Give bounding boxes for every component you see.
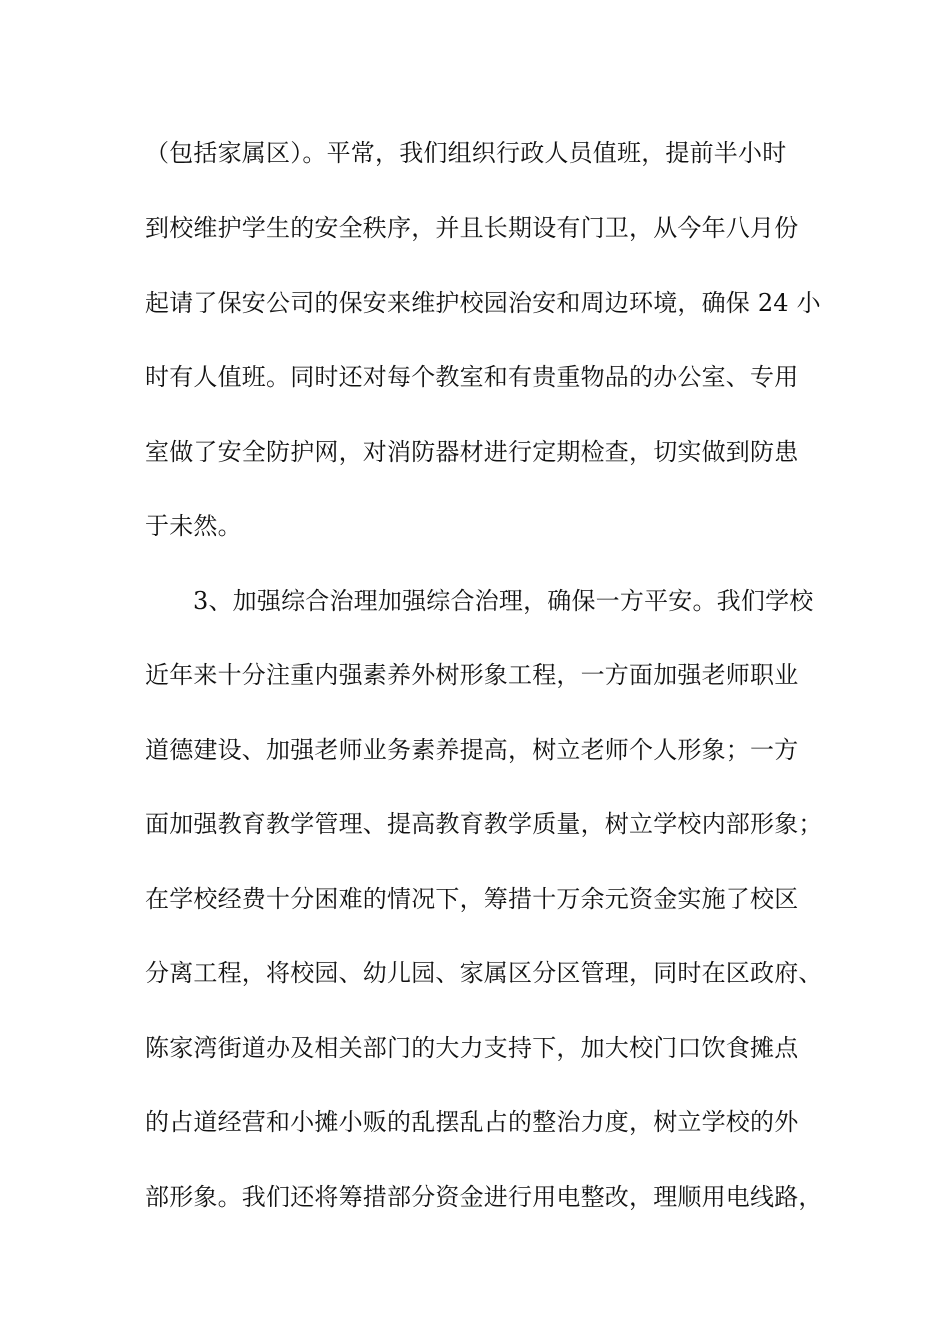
paragraph-line: 的占道经营和小摊小贩的乱摆乱占的整治力度，树立学校的外 [145,1108,799,1136]
paragraph-line: 陈家湾街道办及相关部门的大力支持下，加大校门口饮食摊点 [145,1034,799,1062]
paragraph-line: 于未然。 [145,512,242,540]
paragraph-line: 部形象。我们还将筹措部分资金进行用电整改，理顺用电线路， [145,1183,823,1211]
paragraph-line: 到校维护学生的安全秩序，并且长期设有门卫，从今年八月份 [145,214,799,242]
paragraph-line: 室做了安全防护网，对消防器材进行定期检查，切实做到防患 [145,438,799,466]
paragraph-line: 分离工程，将校园、幼儿园、家属区分区管理，同时在区政府、 [145,959,823,987]
paragraph-line: 近年来十分注重内强素养外树形象工程，一方面加强老师职业 [145,661,799,689]
paragraph-first-line: 3、加强综合治理加强综合治理，确保一方平安。我们学校 [193,587,814,615]
paragraph-line: 道德建设、加强老师业务素养提高，树立老师个人形象；一方 [145,736,799,764]
paragraph-line: （包括家属区）。平常，我们组织行政人员值班，提前半小时 [145,139,787,167]
paragraph-line: 时有人值班。同时还对每个教室和有贵重物品的办公室、专用 [145,363,799,391]
paragraph-line: 面加强教育教学管理、提高教育教学质量，树立学校内部形象； [145,810,823,838]
paragraph-line: 在学校经费十分困难的情况下，筹措十万余元资金实施了校区 [145,885,799,913]
paragraph-line: 起请了保安公司的保安来维护校园治安和周边环境，确保 24 小 [145,289,821,317]
